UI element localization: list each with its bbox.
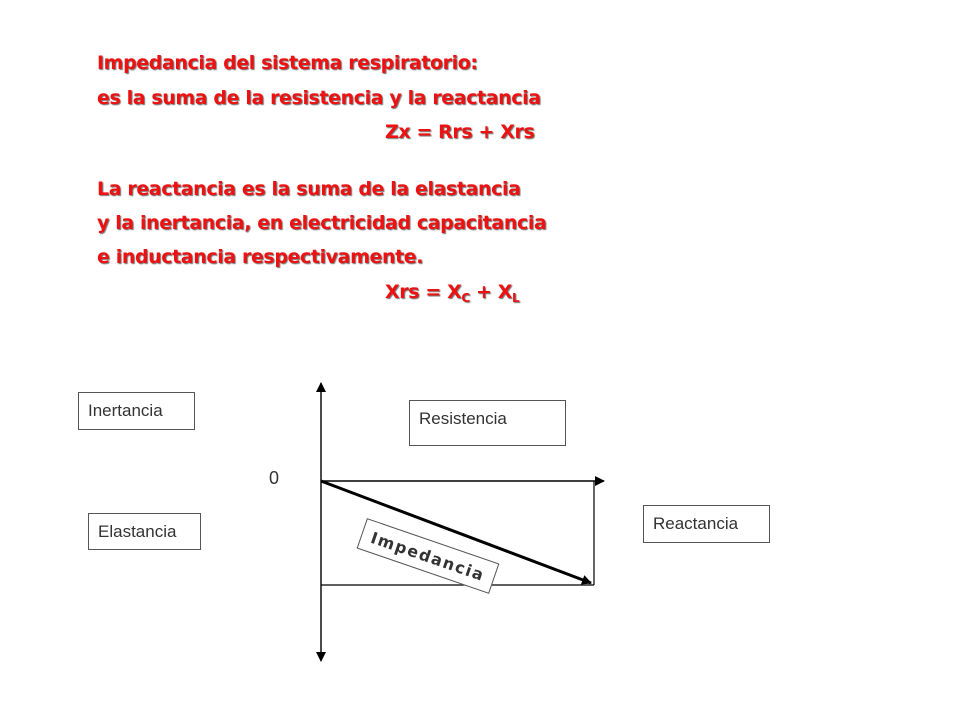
heading-line-2: es la suma de la resistencia y la reactancia: [97, 87, 541, 109]
elastance-label: Elastancia: [88, 513, 201, 550]
heading-line-1: Impedancia del sistema respiratorio:: [97, 52, 478, 74]
reactance-formula-sub-c: C: [461, 291, 470, 305]
reactance-formula-sub-l: L: [511, 291, 520, 305]
heading-line-3: La reactancia es la suma de la elastancia: [97, 178, 521, 200]
inertance-label: Inertancia: [78, 392, 195, 430]
heading-line-4: y la inertancia, en electricidad capacitancia: [97, 212, 547, 234]
impedance-label: Impedancia: [357, 518, 500, 594]
reactance-formula-plus: + X: [469, 281, 512, 303]
impedance-formula: Zx = Rrs + Xrs: [385, 121, 535, 143]
reactance-label: Reactancia: [643, 505, 770, 543]
resistance-label: Resistencia: [409, 400, 566, 446]
origin-zero-label: 0: [269, 468, 280, 488]
reactance-formula-lhs: Xrs = X: [385, 281, 462, 303]
heading-line-5: e inductancia respectivamente.: [97, 246, 424, 268]
